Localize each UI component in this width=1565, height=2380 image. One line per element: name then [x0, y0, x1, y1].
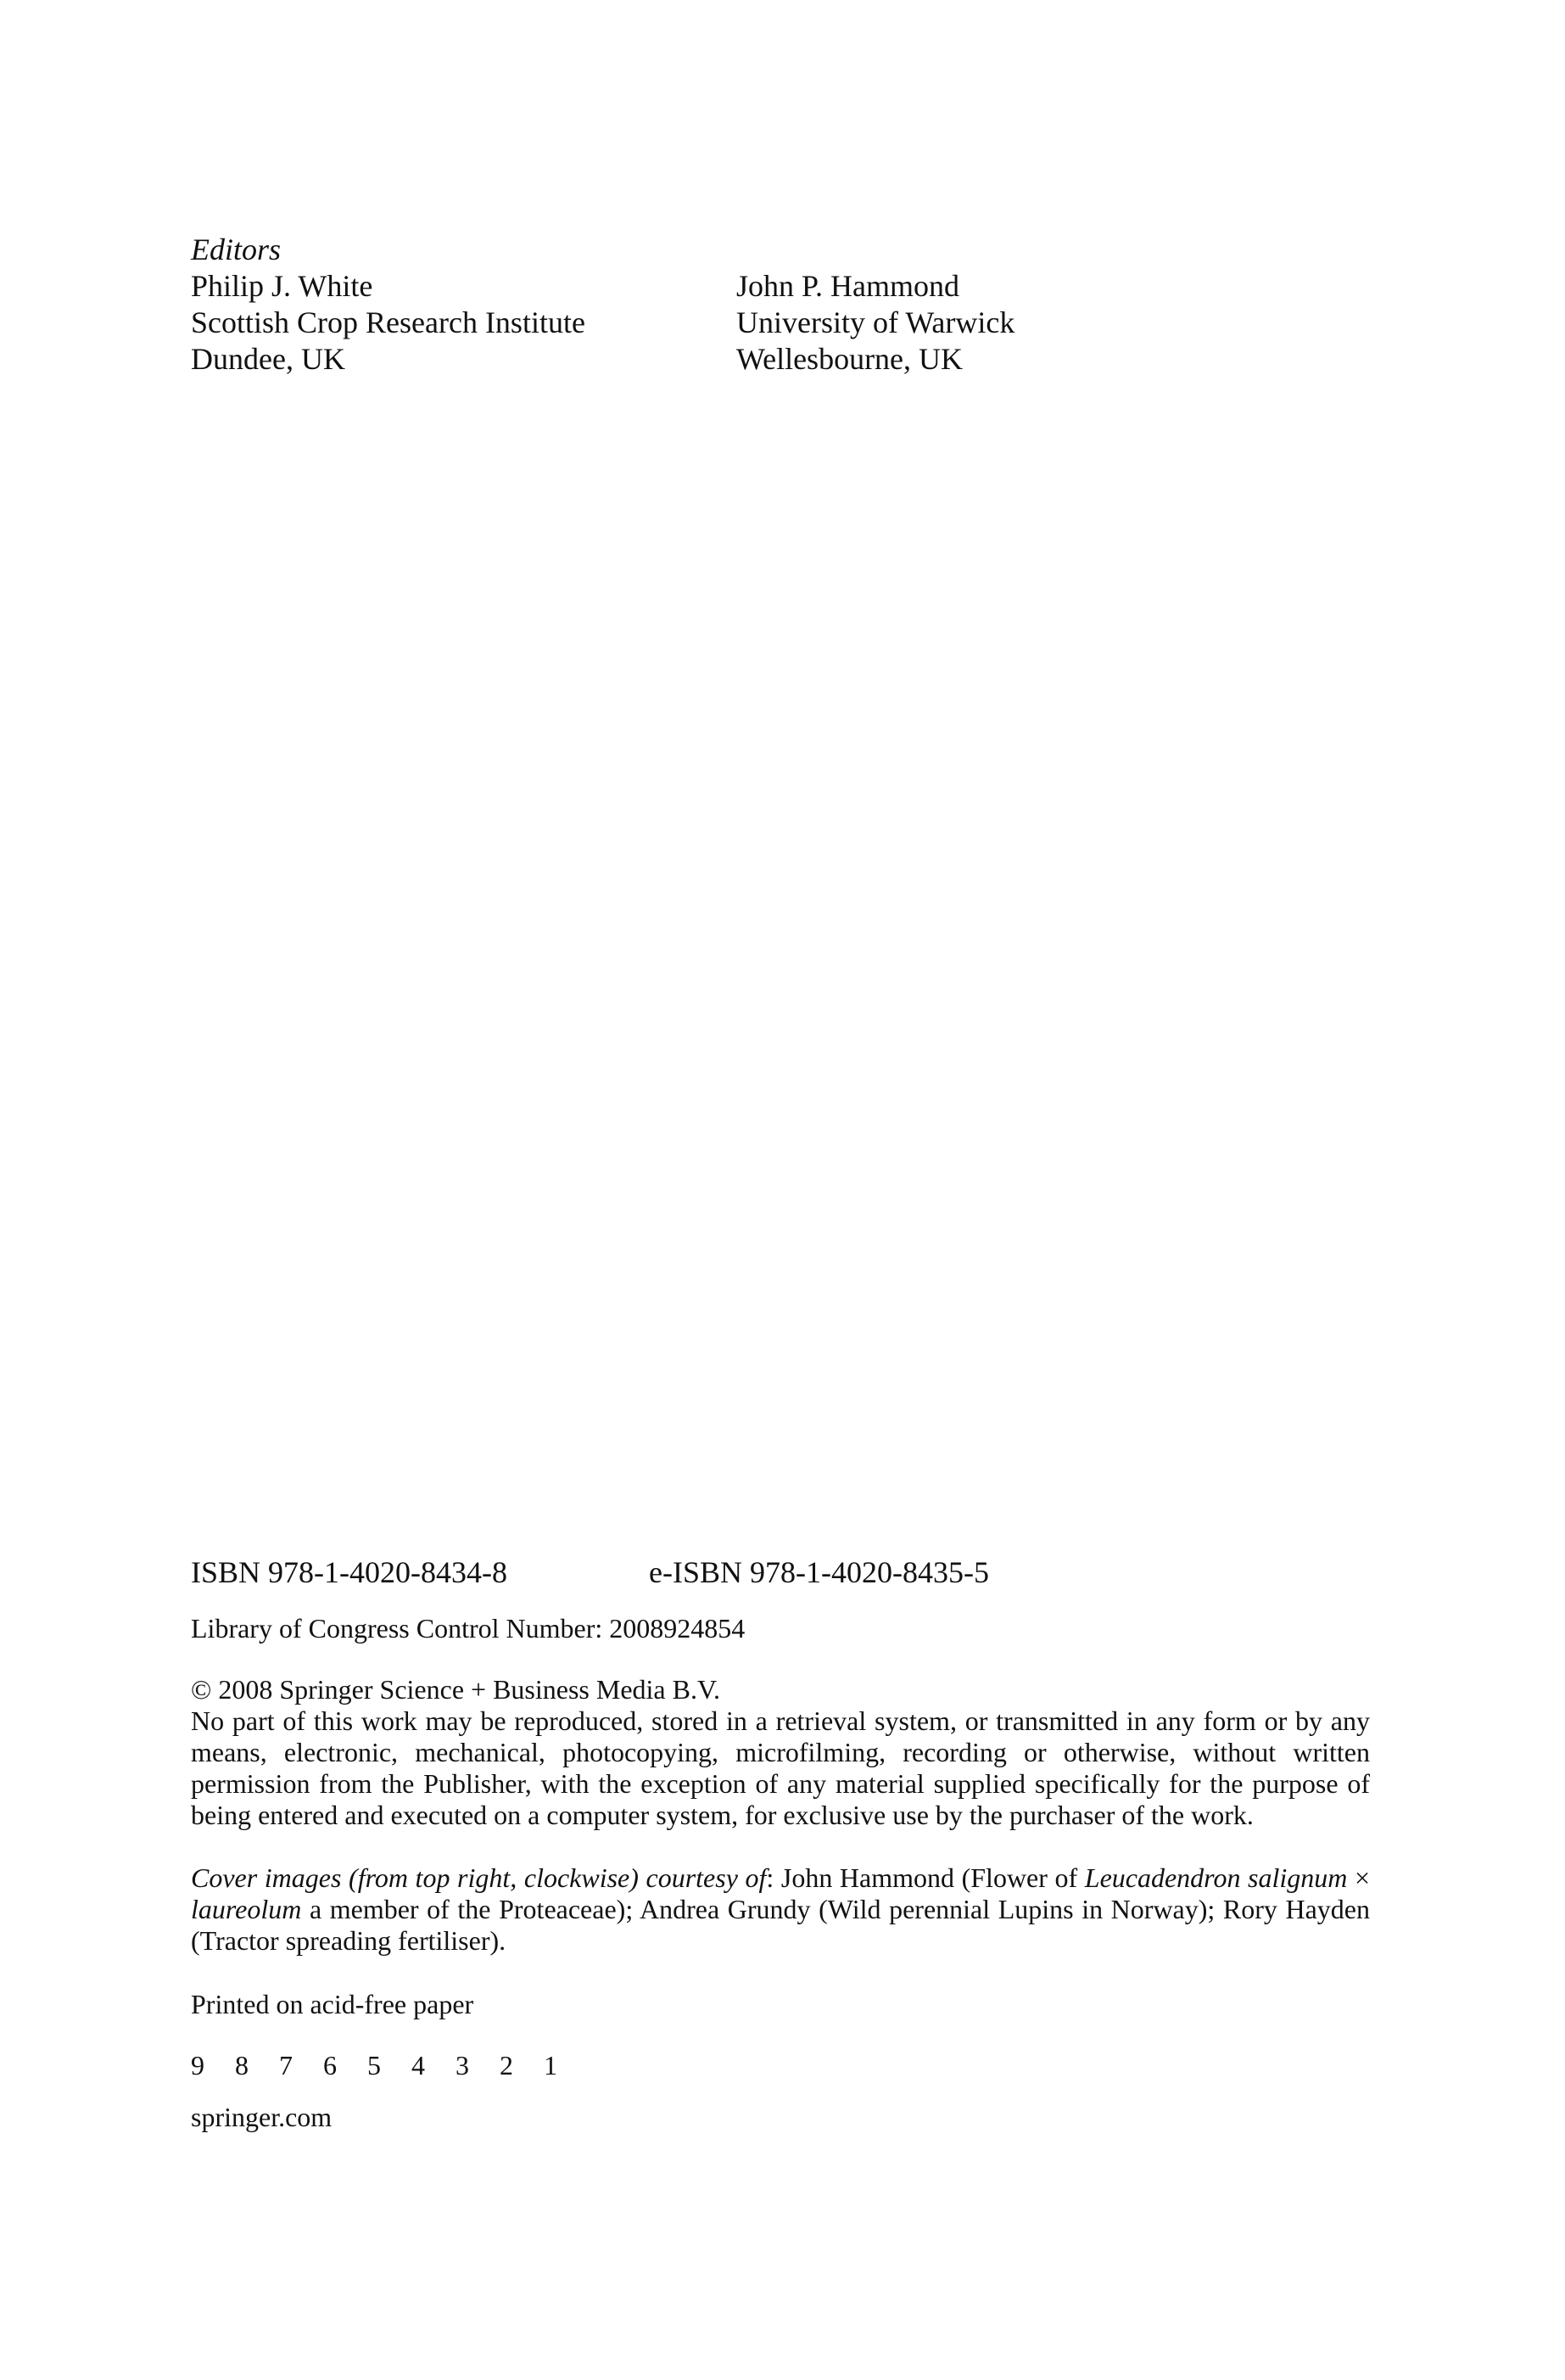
editor-right — [736, 268, 1014, 378]
e-isbn: e-ISBN 978-1-4020-8435-5 — [649, 1555, 989, 1589]
editor-right-location: Wellesbourne, UK — [736, 342, 964, 376]
imprint-block — [191, 1554, 1370, 2133]
cover-credits — [191, 1862, 1370, 1957]
printer-key: 9 8 7 6 5 4 3 2 1 — [191, 2050, 569, 2080]
copyright-notice: © 2008 Springer Science + Business Media B.V. — [191, 1674, 720, 1705]
cover-credits-intro: Cover images (from top right, clockwise) courtesy of — [191, 1862, 767, 1893]
editor-left-name: Philip J. White — [191, 269, 373, 303]
editor-left-affiliation: Scottish Crop Research Institute — [191, 305, 585, 339]
editor-right-name: John P. Hammond — [736, 269, 960, 303]
editor-right-affiliation: University of Warwick — [736, 305, 1015, 339]
isbn-row — [191, 1554, 1370, 1591]
cover-credits-text-2: a member of the Proteaceae); Andrea Grundy (Wild perennial Lupins in Norway); Rory Hayden (Tractor spreading fertiliser). — [191, 1894, 1370, 1956]
rights-statement: No part of this work may be reproduced, stored in a retrieval system, or transmitted in any form or by any means, electronic, mechanical, photocopying, microfilming, recording or otherwise, without written permission from the Publisher, with the exception of any material supplied specifically for the purpose of being entered and executed on a computer system, for exclusive use by the purchaser of the work. — [191, 1705, 1370, 1830]
editor-left-location: Dundee, UK — [191, 342, 345, 376]
editor-left — [191, 268, 736, 378]
editors-heading: Editors — [191, 232, 282, 266]
publisher-website: springer.com — [191, 2102, 333, 2132]
lccn: Library of Congress Control Number: 2008924854 — [191, 1613, 746, 1644]
editors-block — [191, 231, 1378, 378]
isbn: ISBN 978-1-4020-8434-8 — [191, 1555, 507, 1589]
paper-note: Printed on acid-free paper — [191, 1989, 474, 2019]
cover-credits-species: laureolum — [191, 1894, 302, 1924]
cover-credits-times: × — [1347, 1862, 1371, 1893]
cover-credits-text-1: : John Hammond (Flower of — [766, 1862, 1085, 1893]
editors-row — [191, 268, 1378, 378]
cover-credits-genus: Leucadendron salignum — [1084, 1862, 1348, 1893]
